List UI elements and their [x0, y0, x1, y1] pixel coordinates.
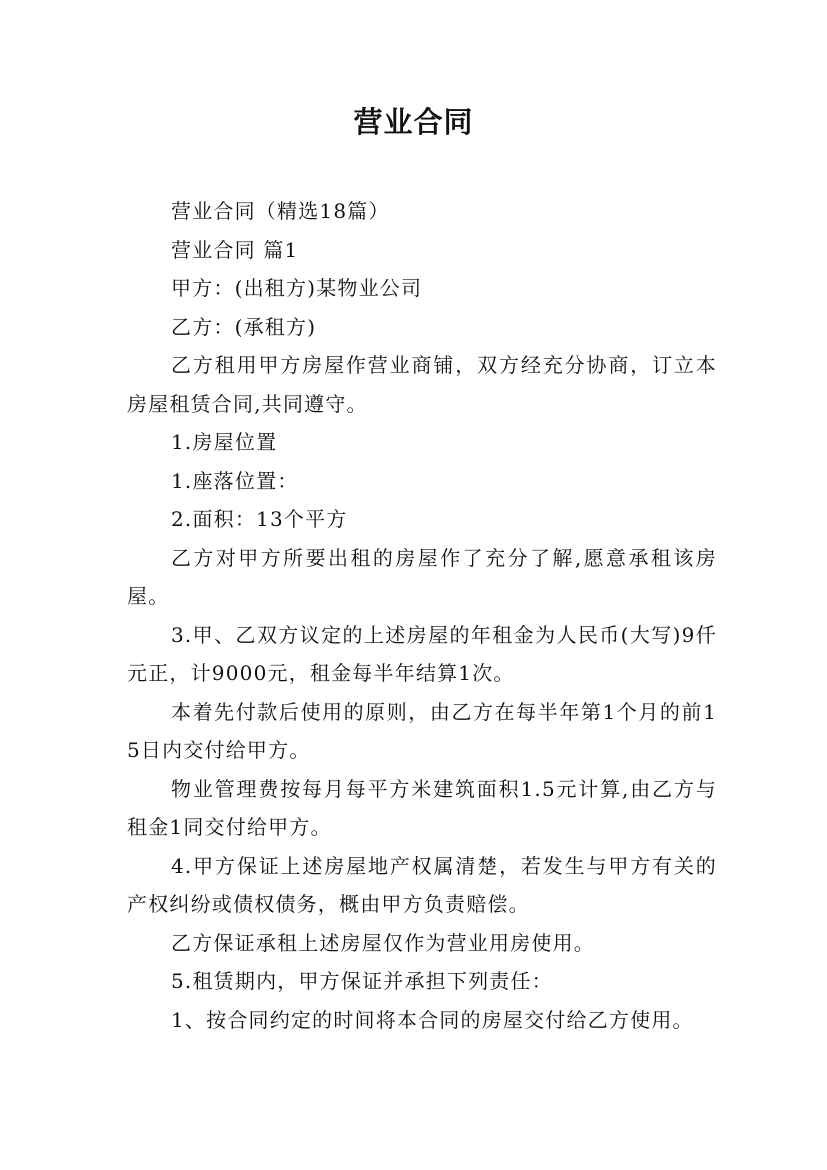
paragraph: 甲方：(出租方)某物业公司 — [171, 276, 423, 300]
paragraph: 1.房屋位置 — [171, 430, 278, 454]
paragraph: 乙方：(承租方) — [171, 314, 317, 339]
paragraph: 营业合同 篇1 — [171, 237, 299, 262]
document-title: 营业合同 — [353, 105, 474, 139]
paragraph: 1、按合同约定的时间将本合同的房屋交付给乙方使用。 — [171, 1007, 694, 1032]
paragraph: 物业管理费按每月每平方米建筑面积1.5元计算,由乙方与租金1同交付给甲方。 — [127, 776, 717, 839]
paragraph: 乙方保证承租上述房屋仅作为营业用房使用。 — [171, 930, 595, 955]
paragraph: 4.甲方保证上述房屋地产权属清楚，若发生与甲方有关的产权纠纷或债权债务，概由甲方负责赔偿。 — [127, 853, 717, 916]
document-body — [127, 192, 717, 1039]
paragraph: 3.甲、乙双方议定的上述房屋的年租金为人民币(大写)9仟元正，计9000元，租金每半年结算1次。 — [127, 622, 717, 685]
paragraph: 乙方租用甲方房屋作营业商铺，双方经充分协商，订立本房屋租赁合同,共同遵守。 — [127, 353, 717, 416]
paragraph: 乙方对甲方所要出租的房屋作了充分了解,愿意承租该房屋。 — [127, 545, 717, 608]
paragraph: 本着先付款后使用的原则，由乙方在每半年第1个月的前15日内交付给甲方。 — [127, 699, 717, 762]
paragraph: 营业合同（精选18篇） — [171, 199, 390, 223]
paragraph: 5.租赁期内，甲方保证并承担下列责任： — [171, 969, 553, 993]
paragraph: 1.座落位置： — [171, 468, 299, 493]
paragraph: 2.面积：13个平方 — [171, 507, 348, 531]
